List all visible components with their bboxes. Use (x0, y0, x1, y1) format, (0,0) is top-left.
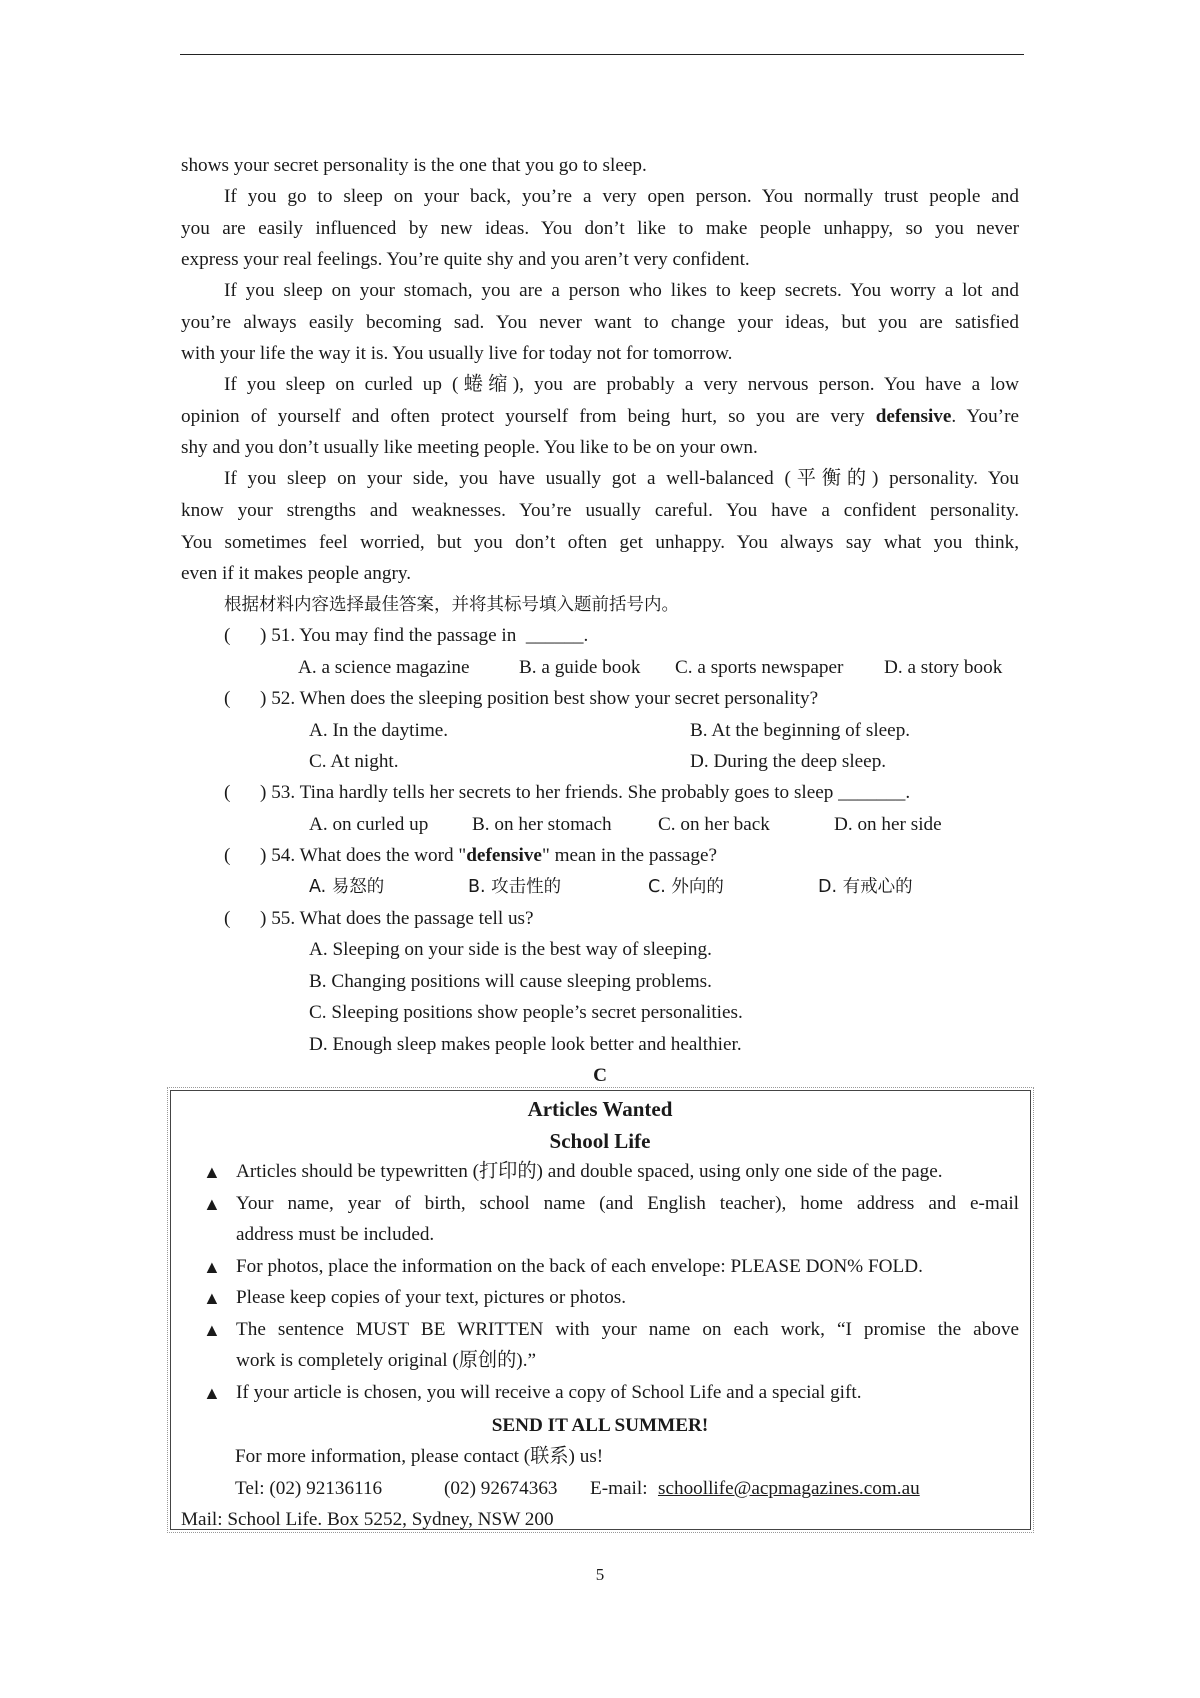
keyword-defensive: defensive (466, 845, 542, 866)
answer-bracket-close: ) (260, 782, 267, 803)
option[interactable]: C. At night. (309, 751, 399, 772)
option[interactable]: A. on curled up (309, 814, 429, 835)
passage-back-line: express your real feelings. You’re quite shy and you aren’t very confident. (181, 249, 750, 270)
question-53: ) 53. Tina hardly tells her secrets to her friends. She probably goes to sleep _______. (260, 782, 911, 803)
answer-bracket-open: ( (224, 688, 231, 709)
ad-title: Articles Wanted (527, 1097, 673, 1121)
ad-rule: For photos, place the information on the back of each envelope: PLEASE DON% FOLD. (236, 1256, 923, 1277)
ad-rule: work is completely original (原创的).” (236, 1350, 537, 1371)
passage-side-line: If you sleep on your side, you have usually got a well-balanced (平衡的) personality. You (224, 468, 1019, 489)
section-letter: C (593, 1065, 607, 1086)
passage-stomach-line: If you sleep on your stomach, you are a person who likes to keep secrets. You worry a lot and (224, 280, 1019, 301)
option[interactable]: D. Enough sleep makes people look better and healthier. (309, 1034, 742, 1055)
triangle-bullet-icon: ▲ (203, 1320, 221, 1340)
passage-back-line: you are easily influenced by new ideas. You don’t like to make people unhappy, so you never (181, 218, 1019, 239)
option[interactable]: B. 攻击性的 (468, 877, 562, 897)
passage-stomach-line: with your life the way it is. You usually live for today not for tomorrow. (181, 343, 733, 364)
header-rule (180, 54, 1024, 55)
answer-bracket-close: ) (260, 908, 267, 929)
answer-bracket-close: ) (260, 625, 267, 646)
email-link[interactable]: schoollife@acpmagazines.com.au (658, 1478, 920, 1499)
page-number: 5 (595, 1565, 605, 1584)
triangle-bullet-icon: ▲ (203, 1383, 221, 1403)
question-52: ) 52. When does the sleeping position best show your secret personality? (260, 688, 819, 709)
triangle-bullet-icon: ▲ (203, 1288, 221, 1308)
triangle-bullet-icon: ▲ (203, 1257, 221, 1277)
option[interactable]: A. In the daytime. (309, 720, 449, 741)
keyword-defensive: defensive (875, 406, 952, 427)
question-55: ) 55. What does the passage tell us? (260, 908, 534, 929)
passage-side-line: know your strengths and weaknesses. You’re usually careful. You have a confident personality. (181, 500, 1019, 521)
ad-rule: address must be included. (236, 1224, 435, 1245)
option[interactable]: C. 外向的 (648, 877, 724, 897)
instruction: 根据材料内容选择最佳答案，并将其标号填入题前括号内。 (224, 595, 679, 615)
option[interactable]: B. At the beginning of sleep. (690, 720, 911, 741)
answer-bracket-close: ) (260, 845, 267, 866)
tel-line: Tel: (02) 92136116 (235, 1478, 383, 1499)
passage-back-line: If you go to sleep on your back, you’re a very open person. You normally trust people and (224, 186, 1019, 207)
passage-curled-line: opinion of yourself and often protect yourself from being hurt, so you are very defensive. You’re (181, 406, 1019, 427)
passage-line: shows your secret personality is the one that you go to sleep. (181, 155, 647, 176)
ad-rule: Please keep copies of your text, pictures or photos. (236, 1287, 627, 1308)
ad-rule: If your article is chosen, you will receive a copy of School Life and a special gift. (236, 1382, 862, 1403)
ad-subtitle: School Life (549, 1129, 651, 1153)
option[interactable]: B. on her stomach (472, 814, 612, 835)
ad-rule: Your name, year of birth, school name (and English teacher), home address and e-mail (236, 1193, 1019, 1214)
send-banner: SEND IT ALL SUMMER! (491, 1415, 709, 1436)
option[interactable]: A. Sleeping on your side is the best way of sleeping. (309, 939, 712, 960)
option[interactable]: D. During the deep sleep. (690, 751, 887, 772)
passage-curled-line: If you sleep on curled up (蜷缩), you are probably a very nervous person. You have a low (224, 374, 1019, 395)
passage-curled-line: shy and you don’t usually like meeting people. You like to be on your own. (181, 437, 758, 458)
answer-bracket-open: ( (224, 908, 231, 929)
passage-side-line: even if it makes people angry. (181, 563, 411, 584)
answer-bracket-close: ) (260, 688, 267, 709)
ad-rule: Articles should be typewritten (打印的) and double spaced, using only one side of the page. (236, 1161, 943, 1182)
answer-bracket-open: ( (224, 625, 231, 646)
option[interactable]: C. a sports newspaper (675, 657, 844, 678)
tel-line-2: (02) 92674363 (444, 1478, 558, 1499)
option[interactable]: D. 有戒心的 (818, 877, 913, 897)
option[interactable]: D. on her side (834, 814, 942, 835)
ad-rule: The sentence MUST BE WRITTEN with your name on each work, “I promise the above (236, 1319, 1019, 1340)
question-54: ) 54. What does the word "defensive" mean in the passage? (260, 845, 718, 866)
passage-stomach-line: you’re always easily becoming sad. You never want to change your ideas, but you are satisfied (181, 312, 1019, 333)
mail-line: Mail: School Life. Box 5252, Sydney, NSW 200 (181, 1509, 554, 1530)
option[interactable]: B. a guide book (519, 657, 641, 678)
answer-bracket-open: ( (224, 845, 231, 866)
option[interactable]: C. on her back (658, 814, 770, 835)
option[interactable]: A. 易怒的 (309, 877, 385, 897)
question-51: ) 51. You may find the passage in ______. (260, 625, 589, 646)
answer-bracket-open: ( (224, 782, 231, 803)
option[interactable]: C. Sleeping positions show people’s secret personalities. (309, 1002, 743, 1023)
option[interactable]: A. a science magazine (298, 657, 470, 678)
option[interactable]: B. Changing positions will cause sleeping problems. (309, 971, 712, 992)
passage-side-line: You sometimes feel worried, but you don’t often get unhappy. You always say what you think, (181, 532, 1019, 553)
triangle-bullet-icon: ▲ (203, 1162, 221, 1182)
triangle-bullet-icon: ▲ (203, 1194, 221, 1214)
option[interactable]: D. a story book (884, 657, 1003, 678)
contact-line: For more information, please contact (联系) us! (235, 1446, 604, 1467)
email-label: E-mail: (590, 1478, 648, 1499)
